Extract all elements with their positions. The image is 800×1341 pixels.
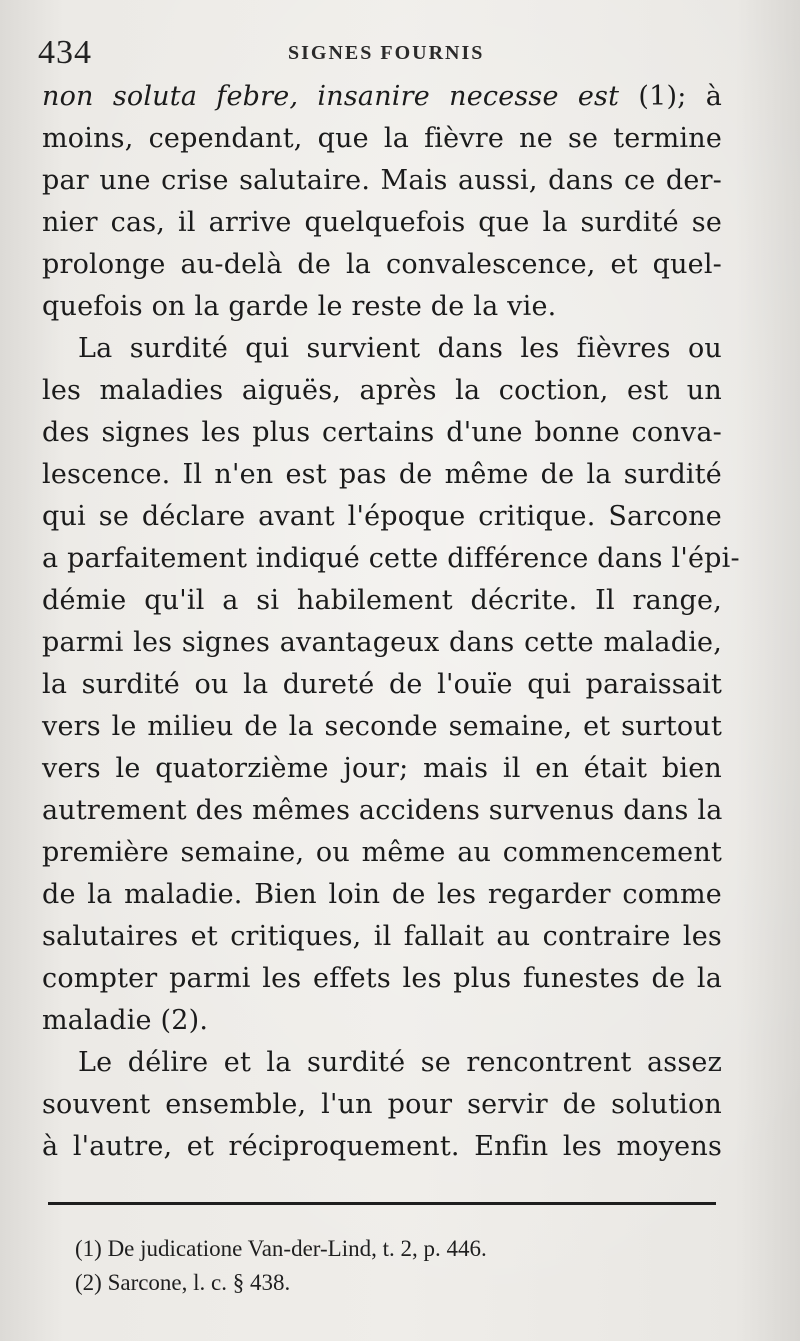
text-line: lescence. Il n'en est pas de même de la surdité [42,459,722,490]
text-line: les maladies aiguës, après la coction, est un [42,375,722,406]
text-line: souvent ensemble, l'un pour servir de solution [42,1089,722,1120]
paragraph-start: Le délire et la surdité se rencontrent assez [78,1047,722,1078]
footnote-ref-1: (1); à [619,81,722,112]
text-line: parmi les signes avantageux dans cette maladie, [42,627,722,658]
text-line: de la maladie. Bien loin de les regarder comme [42,879,722,910]
text-line: compter parmi les effets les plus funestes de la [42,963,722,994]
text-line: maladie (2). [42,1005,209,1036]
text-line: première semaine, ou même au commencement [42,837,722,868]
text-line [42,76,722,118]
text-line: des signes les plus certains d'une bonne conva- [42,417,722,448]
footnote-1: (1) De judicatione Van-der-Lind, t. 2, p. 446. [75,1236,487,1261]
paragraph-start: La surdité qui survient dans les fièvres ou [78,333,722,364]
text-line: a parfaitement indiqué cette différence dans l'épi- [42,543,740,574]
text-line: salutaires et critiques, il fallait au contraire les [42,921,722,952]
running-head: SIGNES FOURNIS [288,42,485,64]
text-line: moins, cependant, que la fièvre ne se termine [42,123,722,154]
text-line: vers le milieu de la seconde semaine, et surtout [42,711,722,742]
text-line: vers le quatorzième jour; mais il en était bien [42,753,722,784]
page-header [38,34,718,74]
text-line: autrement des mêmes accidens survenus dans la [42,795,723,826]
page-number: 434 [38,34,92,71]
text-line: qui se déclare avant l'époque critique. Sarcone [42,501,722,532]
text-line: prolonge au-delà de la convalescence, et quel- [42,249,722,280]
footnote-2: (2) Sarcone, l. c. § 438. [75,1270,291,1295]
text-line: par une crise salutaire. Mais aussi, dans ce der- [42,165,722,196]
text-line: nier cas, il arrive quelquefois que la surdité se [42,207,722,238]
text-line: démie qu'il a si habilement décrite. Il range, [42,585,722,616]
latin-quote: non soluta febre, insanire necesse est [42,81,620,112]
footnote-divider [48,1202,716,1205]
footnotes [75,1232,715,1300]
text-line: quefois on la garde le reste de la vie. [42,291,557,322]
text-line: à l'autre, et réciproquement. Enfin les moyens [42,1131,722,1162]
body-text [42,76,740,1168]
text-line: la surdité ou la dureté de l'ouïe qui paraissait [42,669,722,700]
